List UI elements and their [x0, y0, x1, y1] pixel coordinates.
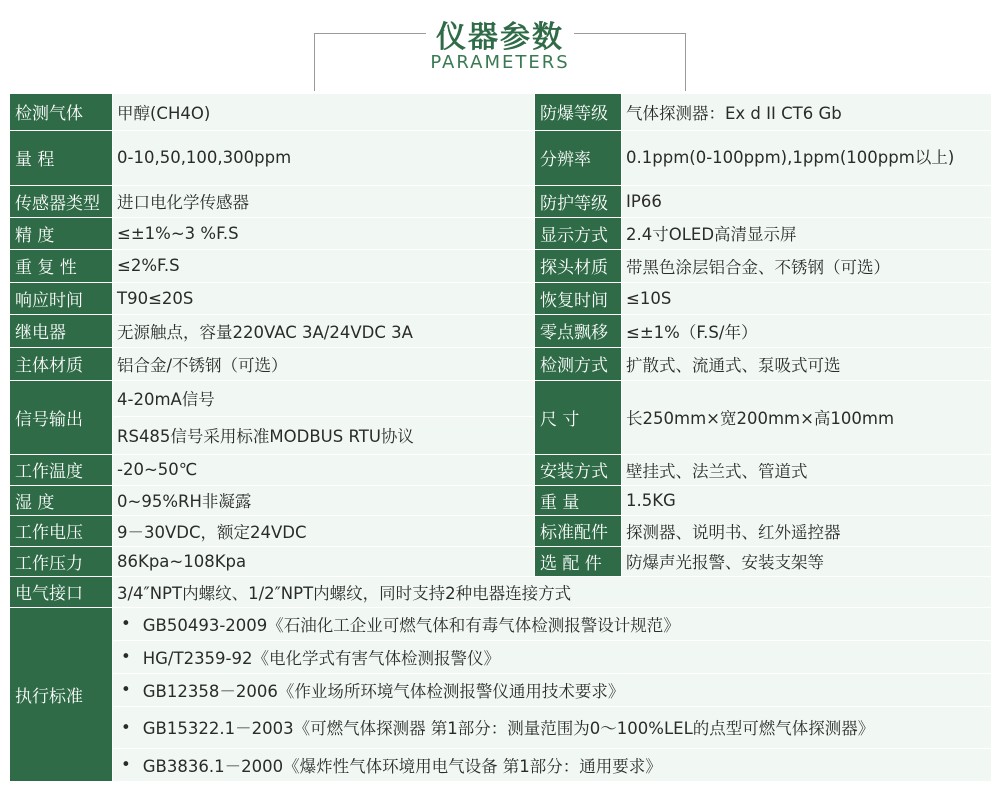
param-label — [10, 348, 112, 380]
param-value — [622, 455, 991, 485]
param-value — [622, 348, 991, 380]
standard-item — [113, 641, 991, 673]
param-label-text: 精 度 — [15, 225, 55, 246]
interface-label — [10, 577, 112, 607]
param-label — [10, 486, 112, 515]
param-label — [535, 547, 621, 576]
param-label — [535, 486, 621, 515]
param-value-text: 0-10,50,100,300ppm — [117, 148, 292, 168]
param-value-text: 扩散式、流通式、泵吸式可选 — [626, 355, 841, 375]
param-value — [622, 186, 991, 217]
section-header — [0, 0, 1000, 92]
interface-value — [113, 577, 991, 607]
param-value — [113, 547, 534, 576]
param-value-text: 进口电化学传感器 — [117, 193, 249, 213]
param-label-text: 重 复 性 — [15, 258, 77, 279]
param-label — [535, 455, 621, 485]
param-value-text: 86Kpa~108Kpa — [117, 551, 247, 571]
standard-item-text: GB12358－2006《作业场所环境气体检测报警仪通用技术要求》 — [142, 681, 625, 701]
param-label-text: 分辨率 — [540, 150, 591, 171]
param-value-text: 2.4寸OLED高清显示屏 — [626, 225, 797, 245]
size-value — [622, 381, 991, 454]
param-value — [622, 283, 991, 314]
param-label-text: 选 配 件 — [540, 553, 602, 574]
param-label-text: 响应时间 — [15, 290, 83, 311]
param-label-text: 继电器 — [15, 323, 66, 344]
param-value-text: 无源触点，容量220VAC 3A/24VDC 3A — [117, 322, 413, 342]
param-label-text: 工作温度 — [15, 462, 83, 483]
param-label — [10, 455, 112, 485]
param-value — [622, 94, 991, 130]
param-label — [535, 131, 621, 185]
param-label — [10, 516, 112, 546]
param-label-text: 工作电压 — [15, 523, 83, 544]
standard-item — [113, 674, 991, 706]
interface-label-text: 电气接口 — [15, 584, 83, 605]
param-value-text: 0~95%RH非凝露 — [117, 492, 252, 512]
size-value-text: 长250mm×宽200mm×高100mm — [626, 409, 895, 429]
param-label-text: 工作压力 — [15, 553, 83, 574]
param-label — [535, 218, 621, 249]
param-value-text: 9－30VDC，额定24VDC — [117, 522, 307, 542]
standards-label-text: 执行标准 — [15, 686, 83, 707]
size-label-text: 尺 寸 — [540, 409, 580, 430]
param-label — [535, 348, 621, 380]
param-value-text: ≤±1%（F.S/年） — [626, 322, 758, 342]
signal-output-label-text: 信号输出 — [15, 409, 83, 430]
param-label-text: 湿 度 — [15, 492, 55, 513]
param-value — [622, 218, 991, 249]
bullet-icon: • — [121, 717, 131, 737]
param-label — [10, 547, 112, 576]
page-subtitle: PARAMETERS — [430, 52, 570, 73]
standard-item — [113, 707, 991, 748]
param-label-text: 量 程 — [15, 150, 55, 171]
param-value — [113, 315, 534, 347]
param-value — [113, 186, 534, 217]
page-title: 仪器参数 — [436, 20, 564, 55]
param-value — [113, 348, 534, 380]
param-label-text: 重 量 — [540, 492, 580, 513]
param-label-text: 检测气体 — [15, 104, 83, 125]
param-label — [10, 283, 112, 314]
param-value — [113, 516, 534, 546]
param-label — [10, 315, 112, 347]
param-value-text: IP66 — [626, 191, 662, 211]
param-value-text: 气体探测器：Ex d II CT6 Gb — [626, 103, 842, 123]
param-value — [113, 94, 534, 130]
param-label-text: 恢复时间 — [540, 290, 608, 311]
bullet-icon: • — [121, 614, 131, 634]
param-label — [535, 315, 621, 347]
signal-output-line2-text: RS485信号采用标准MODBUS RTU协议 — [117, 427, 414, 447]
signal-output-line1-text: 4-20mA信号 — [117, 390, 215, 410]
param-label — [535, 516, 621, 546]
param-value — [113, 250, 534, 282]
param-label — [535, 283, 621, 314]
param-value — [622, 315, 991, 347]
param-value — [622, 516, 991, 546]
param-label-text: 安装方式 — [540, 462, 608, 483]
standard-item-text: GB50493-2009《石油化工企业可燃气体和有毒气体检测报警设计规范》 — [142, 615, 680, 635]
standard-item-text: HG/T2359-92《电化学式有害气体检测报警仪》 — [142, 648, 501, 668]
param-label-text: 显示方式 — [540, 225, 608, 246]
param-label — [535, 250, 621, 282]
param-value — [113, 455, 534, 485]
param-value-text: 0.1ppm(0-100ppm),1ppm(100ppm以上) — [626, 147, 955, 167]
param-value-text: 铝合金/不锈钢（可选） — [117, 355, 288, 375]
param-value — [622, 250, 991, 282]
signal-output-line1 — [113, 381, 534, 416]
param-value-text: 壁挂式、法兰式、管道式 — [626, 461, 808, 481]
param-value — [113, 131, 534, 185]
param-label-text: 标准配件 — [540, 523, 608, 544]
param-label — [10, 218, 112, 249]
bullet-icon: • — [121, 680, 131, 700]
param-label-text: 主体材质 — [15, 356, 83, 377]
param-label — [535, 186, 621, 217]
param-value-text: 防爆声光报警、安装支架等 — [626, 553, 824, 573]
signal-output-label — [10, 381, 112, 454]
param-value-text: ≤±1%~3 %F.S — [117, 223, 239, 243]
param-label-text: 探头材质 — [540, 258, 608, 279]
param-label — [10, 250, 112, 282]
param-value — [622, 131, 991, 185]
param-label-text: 传感器类型 — [15, 193, 100, 214]
param-label — [535, 94, 621, 130]
param-label-text: 零点飘移 — [540, 323, 608, 344]
standard-item — [113, 749, 991, 781]
param-label-text: 检测方式 — [540, 356, 608, 377]
interface-value-text: 3/4″NPT内螺纹、1/2″NPT内螺纹，同时支持2种电器连接方式 — [117, 583, 572, 603]
param-value-text: -20~50℃ — [117, 460, 198, 480]
param-label — [10, 94, 112, 130]
bullet-icon: • — [121, 755, 131, 775]
bullet-icon: • — [121, 647, 131, 667]
standard-item — [113, 608, 991, 640]
param-value-text: ≤10S — [626, 288, 672, 308]
param-label-text: 防护等级 — [540, 193, 608, 214]
param-value — [622, 486, 991, 515]
param-label — [10, 186, 112, 217]
param-value-text: 1.5KG — [626, 490, 676, 510]
signal-output-line2 — [113, 417, 534, 454]
param-label-text: 防爆等级 — [540, 104, 608, 125]
param-value-text: 探测器、说明书、红外遥控器 — [626, 522, 841, 542]
param-value — [622, 547, 991, 576]
size-label — [535, 381, 621, 454]
standard-item-text: GB3836.1－2000《爆炸性气体环境用电气设备 第1部分：通用要求》 — [142, 756, 662, 776]
param-value-text: 带黑色涂层铝合金、不锈钢（可选） — [626, 257, 890, 277]
param-value-text: 甲醇(CH4O) — [117, 103, 211, 123]
param-value-text: ≤2%F.S — [117, 256, 180, 276]
param-value-text: T90≤20S — [117, 288, 194, 308]
standard-item-text: GB15322.1－2003《可燃气体探测器 第1部分：测量范围为0～100%LEL的点型可燃气体探测器》 — [142, 719, 875, 739]
param-value — [113, 283, 534, 314]
param-label — [10, 131, 112, 185]
param-value — [113, 218, 534, 249]
standards-label — [10, 608, 112, 781]
param-value — [113, 486, 534, 515]
